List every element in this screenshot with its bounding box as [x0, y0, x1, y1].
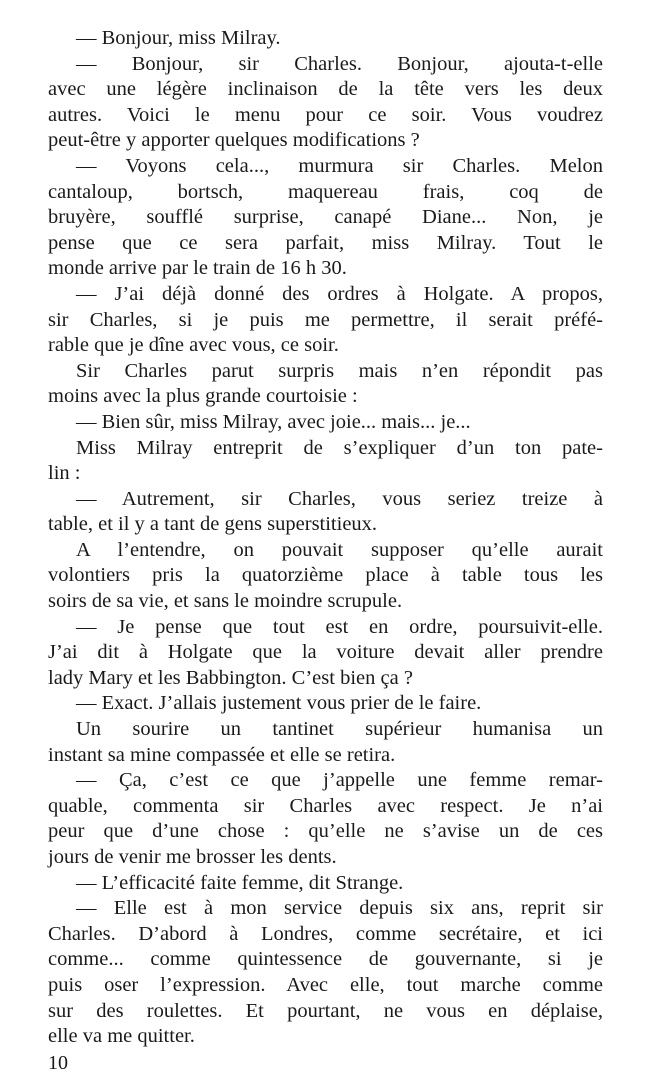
text-line: — Exact. J’allais justement vous prier de le faire. — [76, 692, 482, 715]
text-line: A l’entendre, on pouvait supposer qu’elle aurait — [76, 538, 603, 561]
text-line: comme... comme quintessence de gouvernante, si je — [48, 948, 603, 971]
text-line: peut-être y apporter quelques modifications ? — [48, 129, 420, 152]
text-line: — Autrement, sir Charles, vous seriez treize à — [76, 487, 603, 510]
text-line: — Bonjour, sir Charles. Bonjour, ajouta-t-elle — [76, 52, 603, 75]
body-text — [48, 26, 603, 1050]
text-line: rable que je dîne avec vous, ce soir. — [48, 334, 339, 357]
text-line: sir Charles, si je puis me permettre, il serait préfé- — [48, 308, 603, 331]
text-line: — Bonjour, miss Milray. — [76, 27, 281, 49]
page-number: 10 — [48, 1052, 68, 1074]
text-line: soirs de sa vie, et sans le moindre scrupule. — [48, 590, 403, 613]
text-line: Un sourire un tantinet supérieur humanisa un — [76, 718, 603, 741]
text-line: bruyère, soufflé surprise, canapé Diane... Non, je — [48, 206, 603, 229]
text-line: elle va me quitter. — [48, 1025, 195, 1048]
text-line: moins avec la plus grande courtoisie : — [48, 385, 358, 408]
text-line: autres. Voici le menu pour ce soir. Vous voudrez — [48, 103, 603, 126]
text-line: — Je pense que tout est en ordre, poursuivit-elle. — [76, 615, 603, 638]
text-line: lady Mary et les Babbington. C’est bien ça ? — [48, 666, 413, 689]
text-line: instant sa mine compassée et elle se retira. — [48, 743, 396, 766]
text-line: — Bien sûr, miss Milray, avec joie... mais... je... — [76, 410, 471, 433]
text-line: avec une légère inclinaison de la tête vers les deux — [48, 78, 603, 101]
text-line: jours de venir me brosser les dents. — [48, 846, 337, 868]
text-line: — J’ai déjà donné des ordres à Holgate. A propos, — [76, 282, 603, 305]
text-line: Sir Charles parut surpris mais n’en répondit pas — [76, 359, 603, 382]
text-line: Charles. D’abord à Londres, comme secrétaire, et ici — [48, 922, 603, 945]
text-line: lin : — [48, 462, 81, 485]
text-line: monde arrive par le train de 16 h 30. — [48, 257, 347, 280]
text-line: Miss Milray entreprit de s’expliquer d’un ton pate- — [76, 436, 603, 459]
text-line: pense que ce sera parfait, miss Milray. Tout le — [48, 231, 603, 254]
text-line: puis oser l’expression. Avec elle, tout marche comme — [48, 973, 603, 996]
text-line: peur que d’une chose : qu’elle ne s’avise un de ces — [48, 820, 603, 843]
text-line: J’ai dit à Holgate que la voiture devait aller prendre — [48, 641, 603, 664]
text-line: sur des roulettes. Et pourtant, ne vous en déplaise, — [48, 999, 603, 1022]
text-line: cantaloup, bortsch, maquereau frais, coq de — [48, 180, 603, 203]
text-line: — L’efficacité faite femme, dit Strange. — [76, 871, 404, 894]
text-line: — Ça, c’est ce que j’appelle une femme remar- — [76, 769, 603, 792]
text-line: volontiers pris la quatorzième place à table tous les — [48, 564, 603, 587]
text-line: — Elle est à mon service depuis six ans, reprit sir — [76, 897, 603, 920]
text-line: quable, commenta sir Charles avec respect. Je n’ai — [48, 794, 603, 817]
text-line: — Voyons cela..., murmura sir Charles. Melon — [76, 154, 603, 177]
text-line: table, et il y a tant de gens superstitieux. — [48, 513, 378, 536]
